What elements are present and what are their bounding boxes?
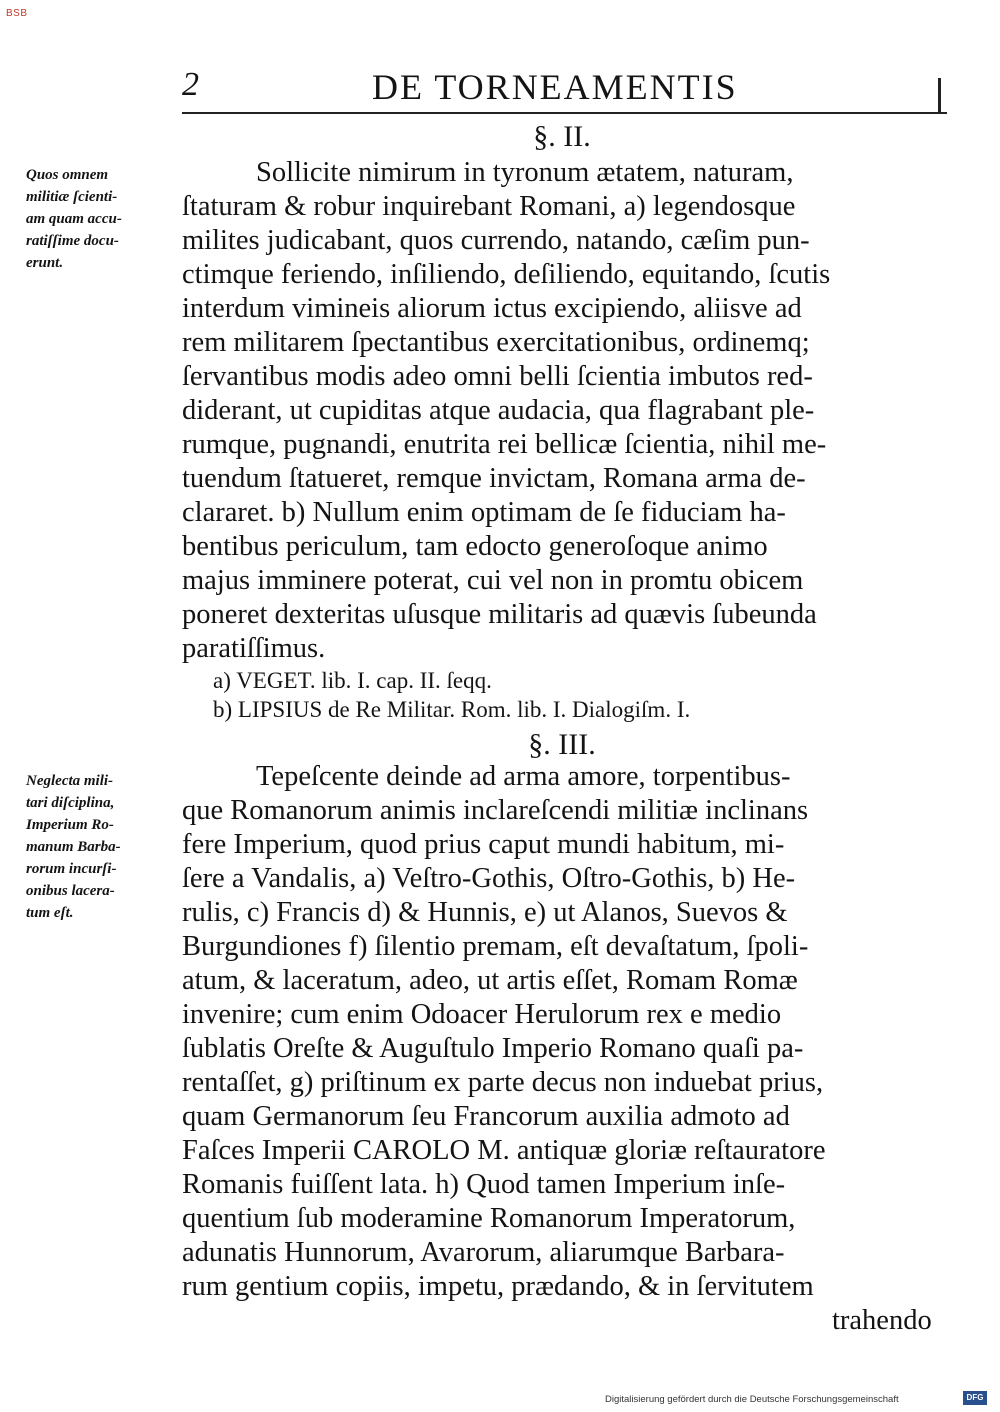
margin-note-line: Quos omnem [26,167,109,183]
catchword: trahendo [832,1305,932,1336]
margin-note-line: tum eſt. [26,905,74,921]
digitization-credit: Digitalisierung gefördert durch die Deutsche Forschungsgemeinschaft [605,1394,899,1405]
body-line: clararet. b) Nullum enim optimam de ſe fiduciam ha- [182,497,786,528]
body-line: invenire; cum enim Odoacer Herulorum rex e medio [182,999,782,1030]
margin-note-line: Imperium Ro- [26,817,114,833]
body-line: bentibus periculum, tam edocto generoſoque animo [182,531,768,562]
body-line: rulis, c) Francis d) & Hunnis, e) ut Alanos, Suevos & [182,897,788,928]
body-line: ſervantibus modis adeo omni belli ſcientia imbutos red- [182,361,813,392]
body-line: Tepeſcente deinde ad arma amore, torpentibus- [256,761,791,792]
margin-note-line: rorum incurſi- [26,861,117,877]
body-line: paratiſſimus. [182,633,326,664]
footnote: b) LIPSIUS de Re Militar. Rom. lib. I. Dialogiſm. I. [213,697,691,722]
body-line: Faſces Imperii CAROLO M. antiquæ gloriæ reſtauratore [182,1135,826,1166]
footnote: a) VEGET. lib. I. cap. II. ſeqq. [213,668,492,693]
margin-note-line: onibus lacera- [26,883,115,899]
body-line: atum, & laceratum, adeo, ut artis eſſet, Romam Romæ [182,965,798,996]
body-line: ctimque feriendo, inſiliendo, deſiliendo, equitando, ſcutis [182,259,831,290]
body-line: ſtaturam & robur inquirebant Romani, a) legendosque [182,191,796,222]
margin-note-line: ratiſſime docu- [26,233,119,249]
margin-note-ii [26,164,176,274]
margin-note-line: Neglecta mili- [26,773,114,789]
body-line: que Romanorum animis inclareſcendi militiæ inclinans [182,795,809,826]
margin-note-line: manum Barba- [26,839,121,855]
library-mark: BSB [6,8,28,19]
body-line: ſere a Vandalis, a) Veſtro-Gothis, Oſtro-Gothis, b) He- [182,863,796,894]
body-line: adunatis Hunnorum, Avarorum, aliarumque Barbara- [182,1237,785,1268]
body-line: diderant, ut cupiditas atque audacia, qua flagrabant ple- [182,395,815,426]
body-line: quentium ſub moderamine Romanorum Imperatorum, [182,1203,796,1234]
body-line: interdum vimineis aliorum ictus excipiendo, aliisve ad [182,293,802,324]
dfg-logo: DFG [963,1391,987,1405]
running-title: DE TORNEAMENTIS [372,67,738,107]
section-heading-iii: §. III. [528,728,596,761]
section-heading-ii: §. II. [533,120,591,153]
page-number: 2 [182,66,199,103]
body-line: ſublatis Oreſte & Auguſtulo Imperio Romano quaſi pa- [182,1033,804,1064]
body-line: rumque, pugnandi, enutrita rei bellicæ ſcientia, nihil me- [182,429,827,460]
header-rule [182,112,947,114]
margin-note-iii [26,770,176,924]
margin-note-line: erunt. [26,255,64,271]
body-line: rem militarem ſpectantibus exercitationibus, ordinemq; [182,327,810,358]
body-line: tuendum ſtatueret, remque invictam, Romana arma de- [182,463,806,494]
body-line: poneret dexteritas uſusque militaris ad quævis ſubeunda [182,599,817,630]
body-line: Sollicite nimirum in tyronum ætatem, naturam, [256,157,794,188]
body-line: rentaſſet, g) priſtinum ex parte decus non induebat prius, [182,1067,824,1098]
body-line: majus imminere poterat, cui vel non in promtu obicem [182,565,804,596]
body-line: Romanis fuiſſent lata. h) Quod tamen Imperium inſe- [182,1169,786,1200]
margin-note-line: militiæ ſcienti- [26,189,118,205]
body-line: quam Germanorum ſeu Francorum auxilia admoto ad [182,1101,790,1132]
body-line: fere Imperium, quod prius caput mundi habitum, mi- [182,829,785,860]
margin-note-line: am quam accu- [26,211,122,227]
body-line: milites judicabant, quos currendo, natando, cæſim pun- [182,225,810,256]
body-line: rum gentium copiis, impetu, prædando, & in ſervitutem [182,1271,814,1302]
margin-note-line: tari diſciplina, [26,795,115,811]
header-rule-tick [938,78,941,112]
body-line: Burgundiones f) ſilentio premam, eſt devaſtatum, ſpoli- [182,931,809,962]
